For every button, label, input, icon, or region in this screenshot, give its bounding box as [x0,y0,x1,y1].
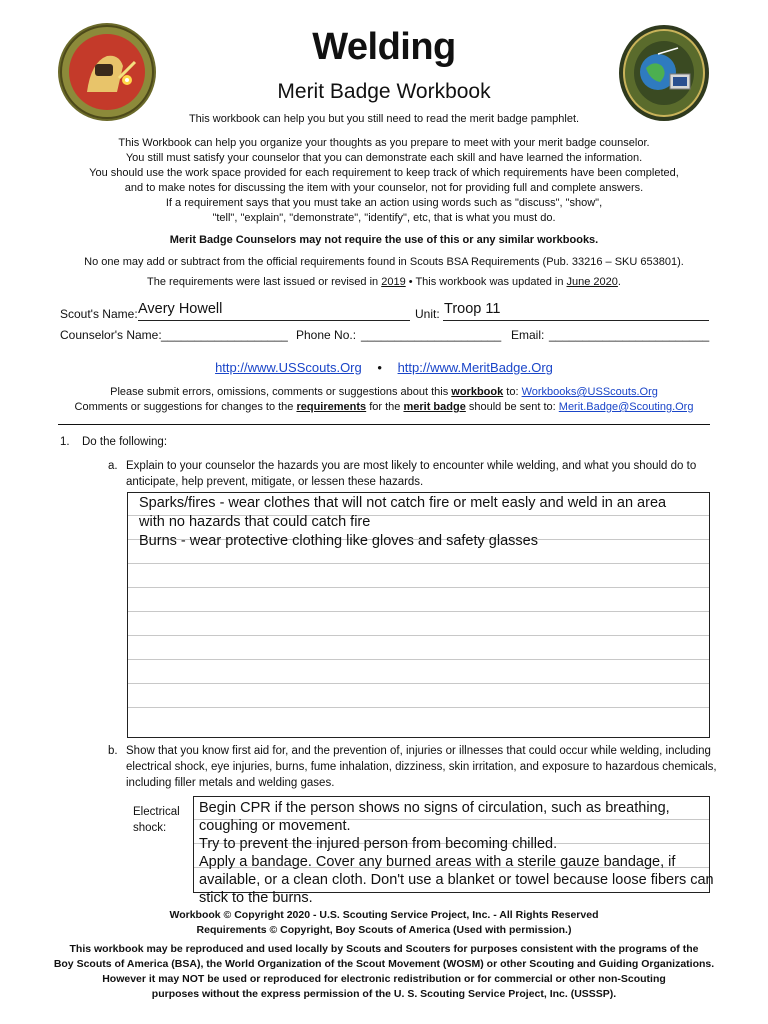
intro-line: If a requirement says that you must take an action using words such as "discuss", "show", [165,197,603,209]
section-divider [58,424,710,425]
revised-year: 2019 [381,276,406,288]
electrical-shock-label: Electrical shock: [133,806,180,834]
official-requirements-note: No one may add or subtract from the official requirements found in Scouts BSA Requirements (Pub. 33216 – SKU 653801). [84,256,684,268]
intro-line: This Workbook can help you organize your thoughts as you prepare to meet with your merit badge counselor. [118,137,650,149]
answer-line: available, or a clean cloth. Don't use a blanket or towel because loose fibers can [199,872,714,888]
email-label: Email: [511,328,545,342]
intro-text: This workbook can help you but you still need to read the merit badge pamphlet. [188,113,580,125]
requirement-1a-text: Explain to your counselor the hazards you are most likely to encounter while welding, and what you should do to anticipate, help prevent, mitigate, or lessen these hazards. [126,460,697,488]
answer-line: coughing or movement. [199,818,351,834]
counselor-name-label: Counselor's Name: [60,328,162,342]
counselor-name-field[interactable]: ___________________ [161,328,288,342]
footer-copyright: Workbook © Copyright 2020 - U.S. Scouting Service Project, Inc. - All Rights Reserved Requirements © Copyright, Boy Scouts of America (Used with permission.) [169,909,599,936]
requirement-1a-label: a. [108,460,118,472]
intro-paragraph [0,136,768,226]
scout-name-value: Avery Howell [138,301,223,317]
answer-line: with no hazards that could catch fire [139,514,371,530]
scout-name-label: Scout's Name: [60,307,138,321]
updated-date: June 2020 [566,276,618,288]
intro-line: "tell", "explain", "demonstrate", "identify", etc, that is what you must do. [212,212,556,224]
intro-line: You still must satisfy your counselor that you can demonstrate each skill and have learned the information. [125,152,643,164]
submit-errors-note: Please submit errors, omissions, comments or suggestions about this workbook to: Workbooks@USScouts.Org [110,386,658,398]
link-separator: • [377,360,382,375]
requirement-1a-answer-text [139,494,719,551]
electrical-shock-answer-text [199,799,759,907]
page-subtitle: Merit Badge Workbook [277,80,491,103]
phone-field[interactable]: _____________________ [361,328,502,342]
counselor-note: Merit Badge Counselors may not require the use of this or any similar workbooks. [169,234,599,246]
requirement-1b-label: b. [108,745,118,757]
scout-name-row [60,301,720,321]
answer-line: Apply a bandage. Cover any burned areas with a sterile gauze bandage, if [199,854,676,870]
answer-line: stick to the burns. [199,890,313,906]
merit-badge-email-link[interactable]: Merit.Badge@Scouting.Org [558,401,694,413]
email-field[interactable]: ________________________ [549,328,710,342]
requirement-changes-note: Comments or suggestions for changes to the requirements for the merit badge should be sent to: Merit.Badge@Scouting.Org [74,401,694,413]
unit-value: Troop 11 [444,301,501,317]
answer-line: Burns - wear protective clothing like gloves and safety glasses [139,533,538,549]
unit-label: Unit: [415,307,440,321]
answer-line: Begin CPR if the person shows no signs of circulation, such as breathing, [199,800,670,816]
usscouts-link[interactable]: http://www.USScouts.Org [215,360,362,375]
footer-usage-terms: This workbook may be reproduced and used locally by Scouts and Scouters for purposes consistent with the programs of the Boy Scouts of America (BSA), the World Organization of the Scout Movement (WOSM) or other Scouting and Guiding Organizations. However it may NOT be used or reproduced for electronic redistribution or for commercial or other non-Scouting purposes without the express permission of the U. S. Scouting Service Project, Inc. (USSSP). [53,943,715,1000]
requirement-1b-text: Show that you know first aid for, and the prevention of, injuries or illnesses that could occur while welding, including electrical shock, eye injuries, burns, fume inhalation, dizziness, skin irritation, and exposure to hazardous chemicals, including filler metals and welding gases. [126,745,717,789]
page-title: Welding [312,26,456,68]
workbooks-email-link[interactable]: Workbooks@USScouts.Org [521,386,658,398]
answer-line: Try to prevent the injured person from becoming chilled. [199,836,558,852]
intro-line: You should use the work space provided for each requirement to keep track of which requirements have been completed, [89,167,679,179]
counselor-row [60,328,720,346]
intro-line: and to make notes for discussing the item with your counselor, not for providing full and complete answers. [124,182,644,194]
phone-label: Phone No.: [296,328,357,342]
answer-line: Sparks/fires - wear clothes that will not catch fire or melt easly and weld in an area [139,495,667,511]
requirement-1-number: 1. [60,436,70,448]
website-links [0,360,768,375]
revision-note: The requirements were last issued or revised in 2019 • This workbook was updated in June 2020. [147,276,621,288]
requirement-1-intro: Do the following: [82,436,168,448]
meritbadge-link[interactable]: http://www.MeritBadge.Org [397,360,553,375]
